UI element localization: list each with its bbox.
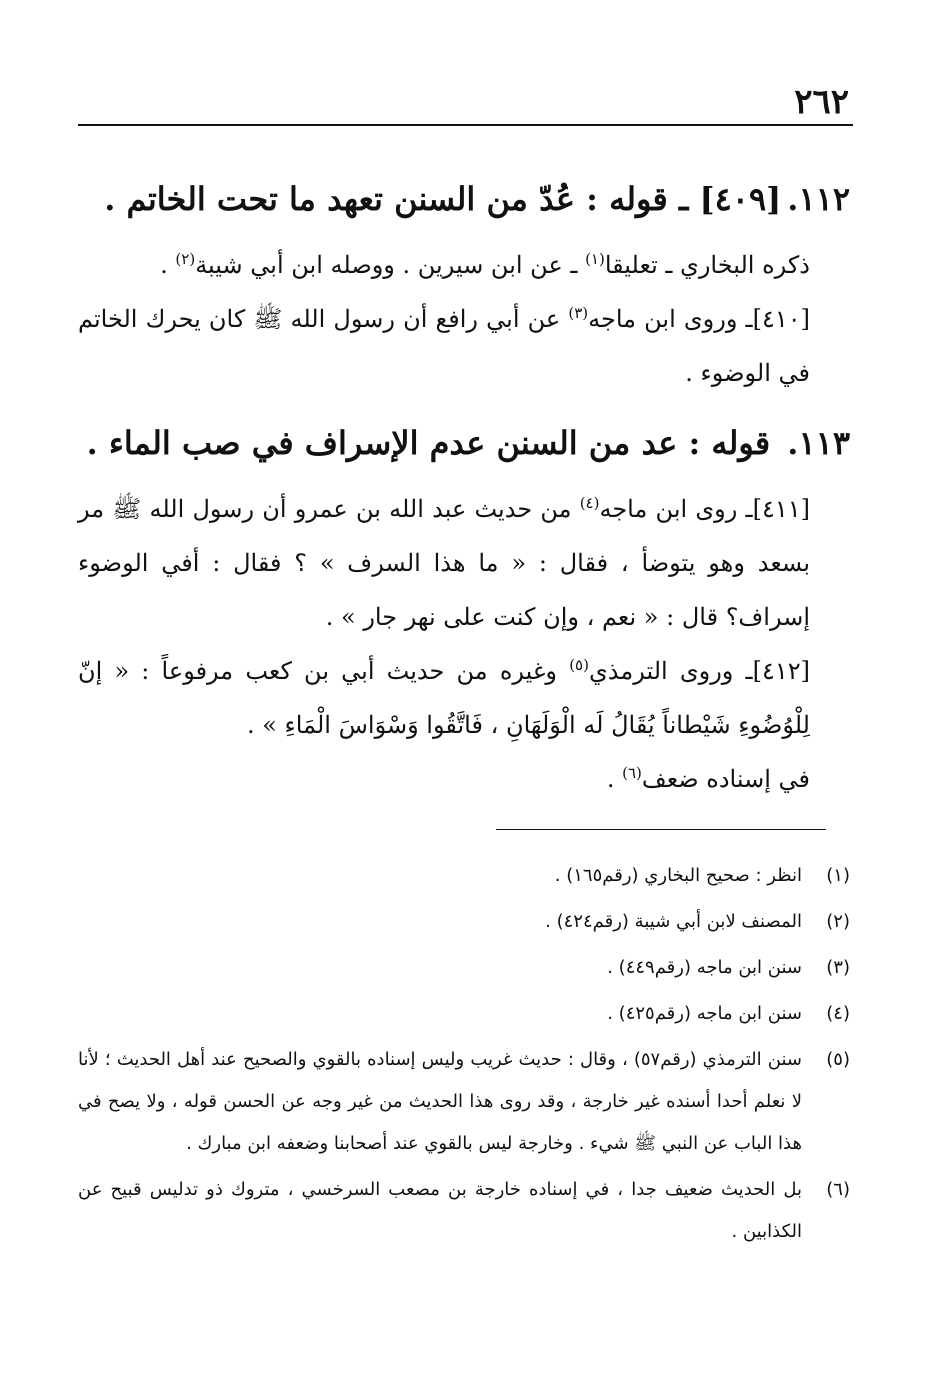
paragraph-text: ـ عن ابن سيرين . ووصله ابن أبي شيبة	[195, 251, 586, 279]
section-112	[78, 170, 850, 400]
footnotes	[78, 855, 850, 1257]
footnote-text: سنن الترمذي (رقم٥٧) ، وقال : حديث غريب وليس إسناده بالقوي والصحيح عند أهل الحديث ؛ لأنا لا نعلم أحدا أسنده غير خارجة ، وقد روى هذا الحديث من غير وجه عن الحسن قوله ، ولا يصح في هذا الباب عن النبي ﷺ شيء . وخارجة ليس بالقوي عند أصحابنا وضعفه ابن مبارك .	[78, 1049, 802, 1154]
paragraph-text: ـ وروى الترمذي	[588, 657, 753, 685]
footnote	[78, 993, 850, 1035]
footnote-number: (١)	[826, 865, 850, 886]
footnote-number: (٦)	[826, 1179, 850, 1200]
hadith-ref: [٤٠٩]	[699, 180, 782, 218]
footnote-text: المصنف لابن أبي شيبة (رقم٤٢٤) .	[545, 911, 802, 932]
footnote	[78, 855, 850, 897]
section-number: ١١٢.	[787, 180, 850, 218]
footnote-marker: (٣)	[568, 304, 589, 322]
paragraph-text: .	[606, 765, 623, 793]
paragraph-text: في إسناده ضعف	[641, 765, 810, 793]
paragraph-text: ـ وروى ابن ماجه	[588, 305, 753, 333]
paragraph-text: عن أبي رافع أن رسول الله ﷺ كان يحرك الخاتم في الوضوء .	[78, 305, 810, 387]
footnote	[78, 1039, 850, 1165]
footnote-number: (٣)	[826, 957, 850, 978]
footnote-marker: (٦)	[622, 764, 642, 782]
footnote-marker: (٢)	[175, 250, 196, 268]
footnote-marker: (٤)	[579, 494, 600, 512]
hadith-ref: [٤١١]	[752, 495, 810, 523]
section-heading	[78, 414, 850, 472]
hadith-ref: [٤١٢]	[752, 657, 811, 685]
footnote-text: بل الحديث ضعيف جدا ، في إسناده خارجة بن مصعب السرخسي ، متروك ذو تدليس قبيح عن الكذابين .	[78, 1179, 802, 1242]
paragraph-text: من حديث عبد الله بن عمرو أن رسول الله ﷺ مر بسعد وهو يتوضأ ، فقال : « ما هذا السرف » ؟ فقال : أفي الوضوء إسراف؟ قال : « نعم ، وإن كنت على نهر جار » .	[78, 495, 810, 631]
hadith-ref: [٤١٠]	[752, 305, 811, 333]
paragraph	[78, 292, 850, 400]
section-113	[78, 414, 850, 806]
paragraph-text: .	[160, 251, 176, 279]
header-rule	[78, 124, 853, 126]
footnote-text: سنن ابن ماجه (رقم٤٢٥) .	[607, 1003, 802, 1024]
footnote-number: (٤)	[826, 1003, 850, 1024]
footnote-number: (٥)	[826, 1049, 850, 1070]
footnote	[78, 901, 850, 943]
footnote-marker: (٥)	[569, 656, 589, 674]
paragraph	[78, 752, 850, 806]
footnote-text: سنن ابن ماجه (رقم٤٤٩) .	[607, 957, 802, 978]
paragraph	[78, 238, 850, 292]
paragraph	[78, 482, 850, 644]
footnote	[78, 1169, 850, 1253]
footnote-number: (٢)	[826, 911, 850, 932]
footnote-separator	[496, 829, 826, 830]
paragraph-text: وغيره من حديث أبي بن كعب مرفوعاً : « إنّ لِلْوُضُوءِ شَيْطاناً يُقَالُ لَه الْوَلَهَانِ ، فَاتَّقُوا وَسْوَاسَ الْمَاءِ » .	[78, 657, 810, 739]
section-number: ١١٣.	[787, 424, 850, 462]
footnote-marker: (١)	[585, 250, 605, 268]
heading-text: قوله : عد من السنن عدم الإسراف في صب الماء .	[86, 424, 771, 462]
footnote	[78, 947, 850, 989]
paragraph-text: ذكره البخاري ـ تعليقا	[604, 251, 810, 279]
section-heading	[78, 170, 850, 228]
paragraph-text: ـ روى ابن ماجه	[599, 495, 753, 523]
main-text	[78, 170, 850, 806]
heading-text: ـ قوله : عُدّ من السنن تعهد ما تحت الخاتم .	[104, 180, 689, 218]
footnote-text: انظر : صحيح البخاري (رقم١٦٥) .	[554, 865, 802, 886]
paragraph	[78, 644, 850, 752]
page-number: ٢٦٢	[794, 82, 849, 122]
